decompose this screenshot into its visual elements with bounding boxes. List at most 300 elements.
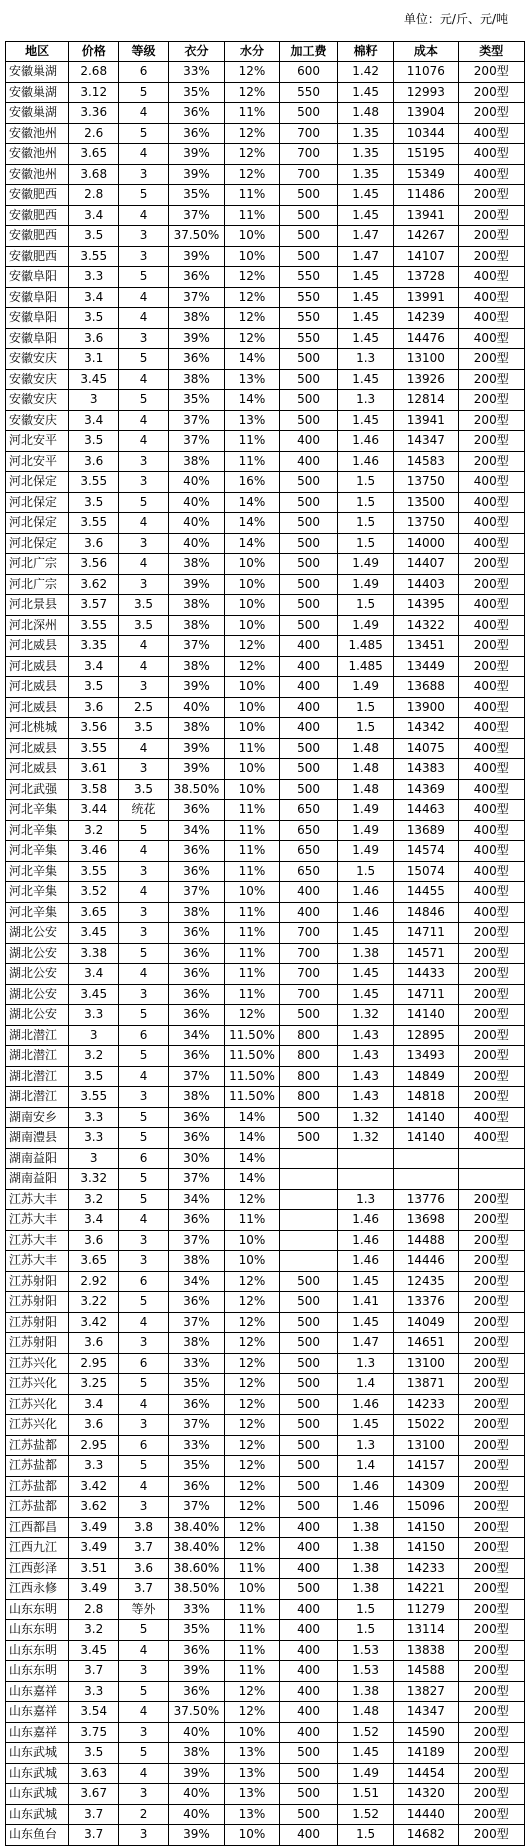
cost-cell: 14588 (394, 1661, 458, 1682)
cottonseed-cell: 1.43 (338, 1046, 394, 1067)
cost-cell (394, 1148, 458, 1169)
lint-percent-cell: 40% (168, 697, 224, 718)
price-cell: 3.4 (69, 964, 119, 985)
price-cell: 3 (69, 1148, 119, 1169)
type-cell: 400型 (458, 738, 525, 759)
type-cell: 200型 (458, 1292, 525, 1313)
cottonseed-cell: 1.35 (338, 164, 394, 185)
cottonseed-cell: 1.48 (338, 103, 394, 124)
header-region: 地区 (6, 42, 69, 62)
cottonseed-cell: 1.48 (338, 1702, 394, 1723)
lint-percent-cell: 38.40% (168, 1538, 224, 1559)
grade-cell: 5 (119, 820, 169, 841)
cottonseed-cell: 1.5 (338, 513, 394, 534)
grade-cell: 5 (119, 943, 169, 964)
price-cell: 3.42 (69, 1312, 119, 1333)
region-cell: 山东嘉祥 (6, 1681, 69, 1702)
moisture-cell: 12% (224, 1415, 279, 1436)
type-cell: 400型 (458, 144, 525, 165)
table-row (6, 902, 525, 923)
grade-cell: 5 (119, 390, 169, 411)
lint-percent-cell: 39% (168, 574, 224, 595)
table-row (6, 615, 525, 636)
cottonseed-cell: 1.485 (338, 636, 394, 657)
lint-percent-cell: 36% (168, 1107, 224, 1128)
lint-percent-cell: 30% (168, 1148, 224, 1169)
type-cell: 200型 (458, 1025, 525, 1046)
price-cell: 3.49 (69, 1579, 119, 1600)
price-cell: 3.6 (69, 533, 119, 554)
price-cell: 3.3 (69, 1005, 119, 1026)
grade-cell: 3 (119, 451, 169, 472)
price-cell: 3.65 (69, 902, 119, 923)
cottonseed-cell: 1.5 (338, 697, 394, 718)
cost-cell: 14711 (394, 984, 458, 1005)
region-cell: 湖北公安 (6, 984, 69, 1005)
region-cell: 山东武城 (6, 1784, 69, 1805)
region-cell: 江西永修 (6, 1579, 69, 1600)
grade-cell: 5 (119, 185, 169, 206)
table-row (6, 861, 525, 882)
cottonseed-cell: 1.52 (338, 1722, 394, 1743)
grade-cell: 3 (119, 328, 169, 349)
type-cell: 200型 (458, 103, 525, 124)
moisture-cell: 12% (224, 1456, 279, 1477)
cost-cell: 13900 (394, 697, 458, 718)
table-row (6, 1189, 525, 1210)
cottonseed-cell: 1.5 (338, 472, 394, 493)
cottonseed-cell: 1.48 (338, 759, 394, 780)
processing-fee-cell: 500 (279, 246, 337, 267)
region-cell: 江苏大丰 (6, 1210, 69, 1231)
price-cell: 3.56 (69, 554, 119, 575)
cottonseed-cell: 1.53 (338, 1661, 394, 1682)
table-row (6, 1743, 525, 1764)
region-cell: 江西都昌 (6, 1517, 69, 1538)
cottonseed-cell: 1.45 (338, 369, 394, 390)
grade-cell: 5 (119, 1169, 169, 1190)
cost-cell: 14590 (394, 1722, 458, 1743)
processing-fee-cell: 500 (279, 472, 337, 493)
price-cell: 3.57 (69, 595, 119, 616)
grade-cell: 3 (119, 677, 169, 698)
region-cell: 江苏盐都 (6, 1476, 69, 1497)
processing-fee-cell: 700 (279, 943, 337, 964)
cottonseed-cell: 1.3 (338, 1353, 394, 1374)
region-cell: 河北桃城 (6, 718, 69, 739)
processing-fee-cell: 500 (279, 390, 337, 411)
table-row (6, 123, 525, 144)
cottonseed-cell: 1.5 (338, 533, 394, 554)
price-cell: 2.95 (69, 1435, 119, 1456)
grade-cell: 3 (119, 759, 169, 780)
table-row (6, 410, 525, 431)
cost-cell: 14488 (394, 1230, 458, 1251)
region-cell: 安徽肥西 (6, 246, 69, 267)
moisture-cell: 12% (224, 1702, 279, 1723)
table-row (6, 595, 525, 616)
processing-fee-cell: 400 (279, 451, 337, 472)
processing-fee-cell: 500 (279, 1333, 337, 1354)
processing-fee-cell (279, 1169, 337, 1190)
grade-cell: 4 (119, 144, 169, 165)
cost-cell: 13451 (394, 636, 458, 657)
moisture-cell: 13% (224, 410, 279, 431)
type-cell: 200型 (458, 1538, 525, 1559)
cost-cell: 13493 (394, 1046, 458, 1067)
moisture-cell: 12% (224, 1435, 279, 1456)
lint-percent-cell: 35% (168, 390, 224, 411)
lint-percent-cell: 40% (168, 1722, 224, 1743)
moisture-cell: 12% (224, 1353, 279, 1374)
lint-percent-cell: 36% (168, 1292, 224, 1313)
unit-note: 单位：元/斤、元/吨 (403, 12, 508, 26)
cost-cell: 14233 (394, 1394, 458, 1415)
grade-cell: 6 (119, 1025, 169, 1046)
region-cell: 湖北公安 (6, 1005, 69, 1026)
grade-cell: 3.5 (119, 615, 169, 636)
type-cell: 200型 (458, 1599, 525, 1620)
region-cell: 江西九江 (6, 1538, 69, 1559)
type-cell: 200型 (458, 1661, 525, 1682)
header-cost: 成本 (394, 42, 458, 62)
lint-percent-cell: 40% (168, 1804, 224, 1825)
type-cell: 400型 (458, 902, 525, 923)
cost-cell: 14818 (394, 1087, 458, 1108)
processing-fee-cell: 500 (279, 1456, 337, 1477)
type-cell: 200型 (458, 226, 525, 247)
lint-percent-cell: 40% (168, 513, 224, 534)
lint-percent-cell: 33% (168, 62, 224, 83)
processing-fee-cell (279, 1251, 337, 1272)
price-cell: 3.54 (69, 1702, 119, 1723)
type-cell: 400型 (458, 513, 525, 534)
lint-percent-cell: 36% (168, 1640, 224, 1661)
cost-cell: 14140 (394, 1107, 458, 1128)
price-cell: 3.4 (69, 410, 119, 431)
region-cell: 山东武城 (6, 1804, 69, 1825)
type-cell: 200型 (458, 1394, 525, 1415)
table-row (6, 103, 525, 124)
cost-cell: 14267 (394, 226, 458, 247)
table-row (6, 841, 525, 862)
type-cell: 200型 (458, 1210, 525, 1231)
type-cell: 200型 (458, 1702, 525, 1723)
price-cell: 3.3 (69, 1681, 119, 1702)
region-cell: 江苏射阳 (6, 1271, 69, 1292)
cost-cell: 14233 (394, 1558, 458, 1579)
cost-cell: 14347 (394, 1702, 458, 1723)
cottonseed-cell: 1.35 (338, 123, 394, 144)
price-cell: 3.2 (69, 820, 119, 841)
moisture-cell: 10% (224, 882, 279, 903)
price-cell: 3.3 (69, 267, 119, 288)
processing-fee-cell: 800 (279, 1066, 337, 1087)
region-cell: 安徽肥西 (6, 205, 69, 226)
cottonseed-cell: 1.46 (338, 451, 394, 472)
lint-percent-cell: 36% (168, 923, 224, 944)
type-cell: 400型 (458, 759, 525, 780)
moisture-cell: 16% (224, 472, 279, 493)
cost-cell: 13871 (394, 1374, 458, 1395)
table-row (6, 1230, 525, 1251)
region-cell: 山东武城 (6, 1743, 69, 1764)
cottonseed-cell: 1.46 (338, 882, 394, 903)
moisture-cell: 12% (224, 636, 279, 657)
grade-cell: 4 (119, 882, 169, 903)
price-cell: 3 (69, 390, 119, 411)
grade-cell: 4 (119, 738, 169, 759)
price-cell: 3.22 (69, 1292, 119, 1313)
lint-percent-cell: 40% (168, 472, 224, 493)
region-cell: 湖南益阳 (6, 1148, 69, 1169)
grade-cell: 5 (119, 1107, 169, 1128)
grade-cell: 3 (119, 984, 169, 1005)
cottonseed-cell: 1.48 (338, 738, 394, 759)
moisture-cell: 12% (224, 1476, 279, 1497)
grade-cell: 4 (119, 103, 169, 124)
price-cell: 3.65 (69, 144, 119, 165)
table-row (6, 1374, 525, 1395)
cost-cell: 14711 (394, 923, 458, 944)
cottonseed-cell: 1.41 (338, 1292, 394, 1313)
cottonseed-cell: 1.49 (338, 677, 394, 698)
cottonseed-cell: 1.43 (338, 1066, 394, 1087)
grade-cell: 2.5 (119, 697, 169, 718)
cottonseed-cell: 1.4 (338, 1456, 394, 1477)
region-cell: 湖北潜江 (6, 1046, 69, 1067)
processing-fee-cell: 500 (279, 595, 337, 616)
table-row (6, 1804, 525, 1825)
grade-cell: 6 (119, 1435, 169, 1456)
cottonseed-cell: 1.49 (338, 574, 394, 595)
table-row (6, 1763, 525, 1784)
region-cell: 安徽肥西 (6, 226, 69, 247)
moisture-cell: 12% (224, 267, 279, 288)
type-cell: 400型 (458, 779, 525, 800)
processing-fee-cell: 500 (279, 1579, 337, 1600)
cottonseed-cell: 1.4 (338, 1374, 394, 1395)
moisture-cell: 12% (224, 308, 279, 329)
moisture-cell: 11% (224, 1599, 279, 1620)
region-cell: 江苏大丰 (6, 1251, 69, 1272)
table-row (6, 1497, 525, 1518)
table-row (6, 451, 525, 472)
lint-percent-cell: 38.50% (168, 779, 224, 800)
grade-cell: 4 (119, 369, 169, 390)
processing-fee-cell: 500 (279, 1292, 337, 1313)
processing-fee-cell: 400 (279, 1661, 337, 1682)
lint-percent-cell: 38% (168, 1087, 224, 1108)
cost-cell: 13100 (394, 1435, 458, 1456)
type-cell: 400型 (458, 1128, 525, 1149)
cottonseed-cell: 1.47 (338, 1333, 394, 1354)
moisture-cell: 12% (224, 1497, 279, 1518)
cost-cell: 13750 (394, 472, 458, 493)
cottonseed-cell: 1.38 (338, 1538, 394, 1559)
lint-percent-cell: 40% (168, 492, 224, 513)
type-cell: 200型 (458, 390, 525, 411)
lint-percent-cell: 38% (168, 1743, 224, 1764)
lint-percent-cell: 35% (168, 185, 224, 206)
region-cell: 河北广宗 (6, 574, 69, 595)
type-cell: 200型 (458, 62, 525, 83)
grade-cell: 2 (119, 1804, 169, 1825)
processing-fee-cell (279, 1210, 337, 1231)
processing-fee-cell: 400 (279, 1722, 337, 1743)
header-processing-fee: 加工费 (279, 42, 337, 62)
cost-cell: 11076 (394, 62, 458, 83)
cost-cell: 14347 (394, 431, 458, 452)
table-row (6, 1271, 525, 1292)
processing-fee-cell: 500 (279, 205, 337, 226)
processing-fee-cell: 500 (279, 1804, 337, 1825)
table-row (6, 492, 525, 513)
moisture-cell: 11% (224, 1558, 279, 1579)
processing-fee-cell: 400 (279, 882, 337, 903)
grade-cell: 4 (119, 513, 169, 534)
region-cell: 河北辛集 (6, 861, 69, 882)
grade-cell: 3 (119, 226, 169, 247)
region-cell: 河北景县 (6, 595, 69, 616)
lint-percent-cell: 38% (168, 595, 224, 616)
moisture-cell: 13% (224, 1784, 279, 1805)
processing-fee-cell: 500 (279, 615, 337, 636)
table-row (6, 759, 525, 780)
moisture-cell: 12% (224, 328, 279, 349)
cottonseed-cell: 1.48 (338, 779, 394, 800)
processing-fee-cell: 500 (279, 1107, 337, 1128)
grade-cell: 统花 (119, 800, 169, 821)
price-cell: 2.6 (69, 123, 119, 144)
region-cell: 湖南澧县 (6, 1128, 69, 1149)
processing-fee-cell: 500 (279, 492, 337, 513)
cottonseed-cell: 1.5 (338, 1599, 394, 1620)
grade-cell: 5 (119, 349, 169, 370)
cost-cell: 13100 (394, 349, 458, 370)
region-cell: 江苏大丰 (6, 1230, 69, 1251)
moisture-cell: 11% (224, 185, 279, 206)
cottonseed-cell: 1.46 (338, 1497, 394, 1518)
moisture-cell: 10% (224, 1230, 279, 1251)
lint-percent-cell: 34% (168, 1271, 224, 1292)
processing-fee-cell: 550 (279, 287, 337, 308)
price-cell: 3.38 (69, 943, 119, 964)
processing-fee-cell: 400 (279, 902, 337, 923)
table-row (6, 1107, 525, 1128)
table-row (6, 1005, 525, 1026)
type-cell: 200型 (458, 1558, 525, 1579)
lint-percent-cell: 39% (168, 144, 224, 165)
moisture-cell: 10% (224, 554, 279, 575)
table-row (6, 1825, 525, 1846)
cottonseed-cell: 1.5 (338, 1620, 394, 1641)
grade-cell: 3.5 (119, 595, 169, 616)
price-cell: 3.44 (69, 800, 119, 821)
processing-fee-cell: 500 (279, 1435, 337, 1456)
price-cell: 3.4 (69, 205, 119, 226)
price-cell: 3.6 (69, 1333, 119, 1354)
lint-percent-cell: 36% (168, 1046, 224, 1067)
lint-percent-cell: 37% (168, 1066, 224, 1087)
table-row (6, 1661, 525, 1682)
grade-cell: 4 (119, 1312, 169, 1333)
table-row (6, 82, 525, 103)
cost-cell: 14583 (394, 451, 458, 472)
lint-percent-cell: 38% (168, 554, 224, 575)
processing-fee-cell: 500 (279, 759, 337, 780)
region-cell: 安徽安庆 (6, 410, 69, 431)
price-cell: 3.55 (69, 738, 119, 759)
processing-fee-cell: 400 (279, 697, 337, 718)
cottonseed-cell: 1.38 (338, 1517, 394, 1538)
lint-percent-cell: 37% (168, 410, 224, 431)
processing-fee-cell: 700 (279, 123, 337, 144)
header-moisture: 水分 (224, 42, 279, 62)
price-cell: 3.7 (69, 1804, 119, 1825)
price-cell: 3.55 (69, 615, 119, 636)
processing-fee-cell: 800 (279, 1025, 337, 1046)
type-cell: 400型 (458, 615, 525, 636)
type-cell: 200型 (458, 1312, 525, 1333)
cottonseed-cell: 1.46 (338, 1476, 394, 1497)
price-cell: 3.5 (69, 1066, 119, 1087)
moisture-cell: 12% (224, 123, 279, 144)
type-cell: 200型 (458, 82, 525, 103)
table-row (6, 554, 525, 575)
type-cell: 400型 (458, 697, 525, 718)
price-cell: 3.51 (69, 1558, 119, 1579)
price-cell: 3.2 (69, 1189, 119, 1210)
region-cell: 江苏兴化 (6, 1374, 69, 1395)
region-cell: 河北深州 (6, 615, 69, 636)
cottonseed-cell: 1.45 (338, 1271, 394, 1292)
moisture-cell: 11% (224, 451, 279, 472)
processing-fee-cell: 700 (279, 144, 337, 165)
price-cell: 3.25 (69, 1374, 119, 1395)
grade-cell: 3 (119, 1661, 169, 1682)
lint-percent-cell: 38% (168, 656, 224, 677)
moisture-cell: 12% (224, 1292, 279, 1313)
cottonseed-cell: 1.49 (338, 841, 394, 862)
lint-percent-cell: 39% (168, 738, 224, 759)
moisture-cell: 11% (224, 738, 279, 759)
cost-cell: 13688 (394, 677, 458, 698)
type-cell: 200型 (458, 410, 525, 431)
table-row (6, 185, 525, 206)
moisture-cell: 12% (224, 1394, 279, 1415)
cost-cell: 14455 (394, 882, 458, 903)
type-cell: 400型 (458, 841, 525, 862)
type-cell: 200型 (458, 1497, 525, 1518)
grade-cell: 5 (119, 1005, 169, 1026)
cost-cell: 14446 (394, 1251, 458, 1272)
grade-cell: 3.5 (119, 718, 169, 739)
region-cell: 江西彭泽 (6, 1558, 69, 1579)
lint-percent-cell: 37% (168, 636, 224, 657)
processing-fee-cell: 500 (279, 554, 337, 575)
header-grade: 等级 (119, 42, 169, 62)
moisture-cell: 11% (224, 984, 279, 1005)
price-cell: 3.49 (69, 1517, 119, 1538)
moisture-cell: 11% (224, 964, 279, 985)
cost-cell: 14440 (394, 1804, 458, 1825)
cost-cell: 13991 (394, 287, 458, 308)
cottonseed-cell: 1.49 (338, 554, 394, 575)
table-row (6, 472, 525, 493)
cost-cell: 13728 (394, 267, 458, 288)
table-row (6, 328, 525, 349)
